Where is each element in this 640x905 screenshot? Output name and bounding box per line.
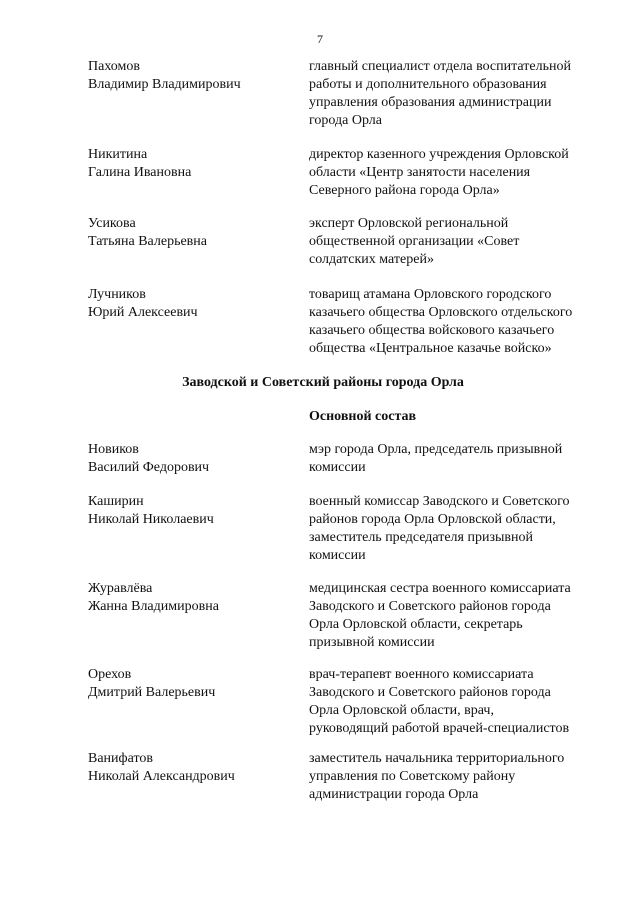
- position-line: администрации города Орла: [309, 787, 479, 802]
- position-line: казачьего общества Орловского отдельского: [309, 305, 573, 320]
- position-line: мэр города Орла, председатель призывной: [309, 442, 563, 457]
- position-line: районов города Орла Орловской области,: [309, 512, 556, 527]
- member-position: [309, 666, 609, 738]
- given-names: Татьяна Валерьевна: [88, 234, 207, 249]
- surname: Каширин: [88, 494, 144, 509]
- member-position: [309, 146, 609, 200]
- given-names: Юрий Алексеевич: [88, 305, 198, 320]
- given-names: Николай Николаевич: [88, 512, 214, 527]
- position-line: управления по Советскому району: [309, 769, 516, 784]
- member-name: [88, 286, 298, 322]
- member-name: [88, 666, 298, 702]
- surname: Никитина: [88, 147, 148, 162]
- subsection-heading: Основной состав: [309, 409, 417, 424]
- surname: Ванифатов: [88, 751, 154, 766]
- given-names: Владимир Владимирович: [88, 77, 241, 92]
- position-line: общества «Центральное казачье войско»: [309, 341, 552, 356]
- member-name: [88, 146, 298, 182]
- member-name: [88, 750, 298, 786]
- position-line: Заводского и Советского районов города: [309, 599, 551, 614]
- member-position: [309, 58, 609, 130]
- position-line: комиссии: [309, 548, 366, 563]
- member-position: [309, 493, 609, 565]
- member-position: [309, 580, 609, 652]
- surname: Журавлёва: [88, 581, 153, 596]
- position-line: эксперт Орловской региональной: [309, 216, 509, 231]
- member-name: [88, 215, 298, 251]
- position-line: Орла Орловской области, секретарь: [309, 617, 523, 632]
- position-line: призывной комиссии: [309, 635, 435, 650]
- position-line: управления образования администрации: [309, 95, 552, 110]
- position-line: солдатских матерей»: [309, 252, 434, 267]
- surname: Новиков: [88, 442, 139, 457]
- member-position: [309, 286, 609, 358]
- surname: Лучников: [88, 287, 146, 302]
- position-line: врач-терапевт военного комиссариата: [309, 667, 534, 682]
- position-line: главный специалист отдела воспитательной: [309, 59, 571, 74]
- position-line: области «Центр занятости населения: [309, 165, 531, 180]
- position-line: комиссии: [309, 460, 366, 475]
- surname: Усикова: [88, 216, 136, 231]
- member-position: [309, 750, 609, 804]
- section-heading: Заводской и Советский районы города Орла: [182, 375, 464, 390]
- position-line: Орла Орловской области, врач,: [309, 703, 494, 718]
- position-line: Северного района города Орла»: [309, 183, 500, 198]
- position-line: заместитель председателя призывной: [309, 530, 533, 545]
- surname: Орехов: [88, 667, 132, 682]
- position-line: медицинская сестра военного комиссариата: [309, 581, 571, 596]
- position-line: работы и дополнительного образования: [309, 77, 547, 92]
- given-names: Николай Александрович: [88, 769, 235, 784]
- given-names: Василий Федорович: [88, 460, 210, 475]
- surname: Пахомов: [88, 59, 140, 74]
- page-number: 7: [317, 32, 323, 46]
- given-names: Дмитрий Валерьевич: [88, 685, 216, 700]
- given-names: Жанна Владимировна: [88, 599, 219, 614]
- member-name: [88, 58, 298, 94]
- position-line: директор казенного учреждения Орловской: [309, 147, 569, 162]
- member-name: [88, 580, 298, 616]
- member-position: [309, 215, 609, 269]
- position-line: товарищ атамана Орловского городского: [309, 287, 552, 302]
- member-position: [309, 441, 609, 477]
- member-name: [88, 493, 298, 529]
- position-line: военный комиссар Заводского и Советского: [309, 494, 570, 509]
- position-line: заместитель начальника территориального: [309, 751, 565, 766]
- given-names: Галина Ивановна: [88, 165, 192, 180]
- position-line: города Орла: [309, 113, 382, 128]
- position-line: руководящий работой врачей-специалистов: [309, 721, 570, 736]
- position-line: казачьего общества войскового казачьего: [309, 323, 555, 338]
- position-line: Заводского и Советского районов города: [309, 685, 551, 700]
- position-line: общественной организации «Совет: [309, 234, 520, 249]
- member-name: [88, 441, 298, 477]
